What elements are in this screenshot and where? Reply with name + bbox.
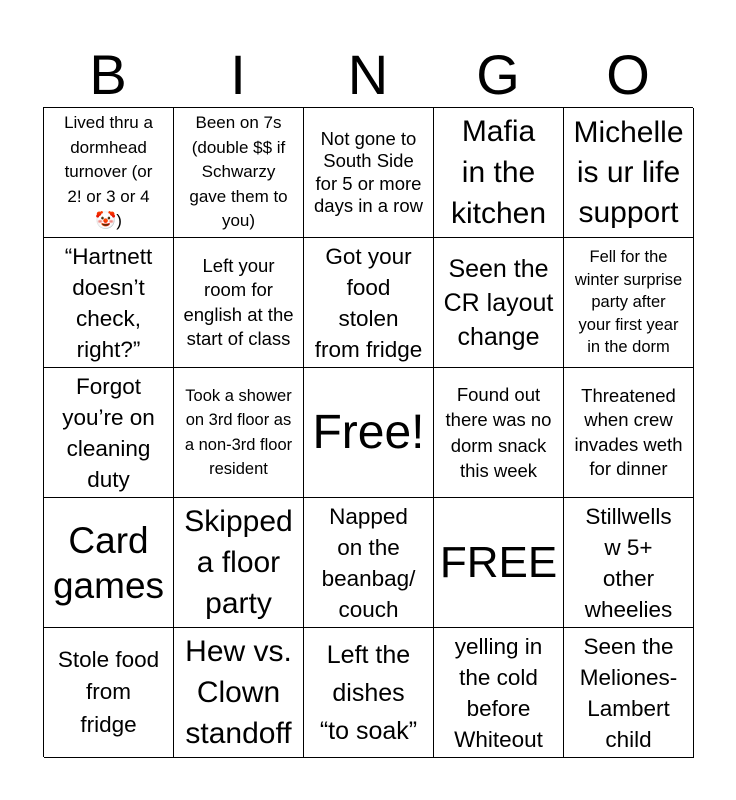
header-letter-o: O bbox=[606, 43, 650, 106]
bingo-cell-r1-c2[interactable] bbox=[174, 108, 304, 238]
bingo-cell-r1-c5[interactable] bbox=[564, 108, 694, 238]
bingo-cell-r4-c1[interactable] bbox=[44, 498, 174, 628]
bingo-cell-text: Seen the Meliones- Lambert child bbox=[579, 633, 678, 752]
bingo-cell-text: “Hartnett doesn’t check, right?” bbox=[64, 243, 153, 362]
bingo-cell-text: Lived thru a dormhead turnover (or 2! or 3 or 4 🤡) bbox=[64, 113, 153, 231]
bingo-cell-r5-c2[interactable] bbox=[174, 628, 304, 758]
bingo-cell-r4-c3[interactable] bbox=[304, 498, 434, 628]
bingo-grid bbox=[43, 107, 693, 757]
bingo-cell-text: Michelle is ur life support bbox=[573, 115, 684, 229]
header-letter-n: N bbox=[347, 43, 389, 106]
bingo-cell-r3-c5[interactable] bbox=[564, 368, 694, 498]
free-space: FREE bbox=[439, 537, 558, 587]
bingo-cell-text: yelling in the cold before Whiteout bbox=[454, 633, 543, 752]
bingo-cell-r3-c4[interactable] bbox=[434, 368, 564, 498]
bingo-cell-text: Left your room for english at the start of class bbox=[183, 254, 294, 349]
bingo-cell-text: Found out there was no dorm snack this week bbox=[445, 383, 552, 481]
bingo-cell-r3-c3[interactable] bbox=[304, 368, 434, 498]
bingo-cell-r3-c1[interactable] bbox=[44, 368, 174, 498]
bingo-header bbox=[43, 44, 693, 106]
bingo-cell-r1-c4[interactable] bbox=[434, 108, 564, 238]
bingo-cell-text: Left the dishes “to soak” bbox=[319, 640, 418, 745]
bingo-cell-text: Mafia in the kitchen bbox=[450, 115, 547, 230]
bingo-cell-text: Been on 7s (double $$ if Schwarzy gave them to you) bbox=[189, 113, 288, 231]
bingo-cell-r5-c4[interactable] bbox=[434, 628, 564, 758]
free-space: Free! bbox=[312, 405, 425, 459]
bingo-cell-r1-c3[interactable] bbox=[304, 108, 434, 238]
bingo-cell-r5-c1[interactable] bbox=[44, 628, 174, 758]
header-letter-g: G bbox=[476, 43, 520, 106]
bingo-cell-r4-c5[interactable] bbox=[564, 498, 694, 628]
bingo-cell-r2-c2[interactable] bbox=[174, 238, 304, 368]
bingo-cell-r2-c3[interactable] bbox=[304, 238, 434, 368]
bingo-cell-text: Stole food from fridge bbox=[57, 646, 160, 737]
bingo-cell-r4-c4[interactable] bbox=[434, 498, 564, 628]
bingo-cell-text: Threatened when crew invades weth for dinner bbox=[574, 384, 683, 479]
bingo-cell-r5-c5[interactable] bbox=[564, 628, 694, 758]
bingo-cell-text: Took a shower on 3rd floor as a non-3rd floor resident bbox=[184, 386, 293, 478]
bingo-cell-r2-c1[interactable] bbox=[44, 238, 174, 368]
bingo-cell-r5-c3[interactable] bbox=[304, 628, 434, 758]
bingo-cell-text: Got your food stolen from fridge bbox=[314, 243, 423, 362]
bingo-cell-r2-c5[interactable] bbox=[564, 238, 694, 368]
bingo-cell-text: Napped on the beanbag/ couch bbox=[321, 503, 416, 622]
bingo-cell-r1-c1[interactable] bbox=[44, 108, 174, 238]
bingo-cell-text: Not gone to South Side for 5 or more days in a row bbox=[314, 127, 423, 216]
header-letter-i: I bbox=[230, 43, 246, 106]
bingo-cell-text: Fell for the winter surprise party after your first year in the dorm bbox=[574, 248, 683, 357]
bingo-cell-r2-c4[interactable] bbox=[434, 238, 564, 368]
bingo-cell-text: Forgot you’re on cleaning duty bbox=[62, 373, 155, 492]
bingo-cell-text: Card games bbox=[52, 519, 165, 606]
header-letter-b: B bbox=[89, 43, 127, 106]
bingo-cell-r4-c2[interactable] bbox=[174, 498, 304, 628]
bingo-cell-r3-c2[interactable] bbox=[174, 368, 304, 498]
bingo-cell-text: Skipped a floor party bbox=[184, 505, 293, 620]
bingo-cell-text: Stillwells w 5+ other wheelies bbox=[584, 503, 673, 622]
bingo-cell-text: Seen the CR layout change bbox=[443, 254, 554, 351]
bingo-cell-text: Hew vs. Clown standoff bbox=[185, 635, 292, 750]
